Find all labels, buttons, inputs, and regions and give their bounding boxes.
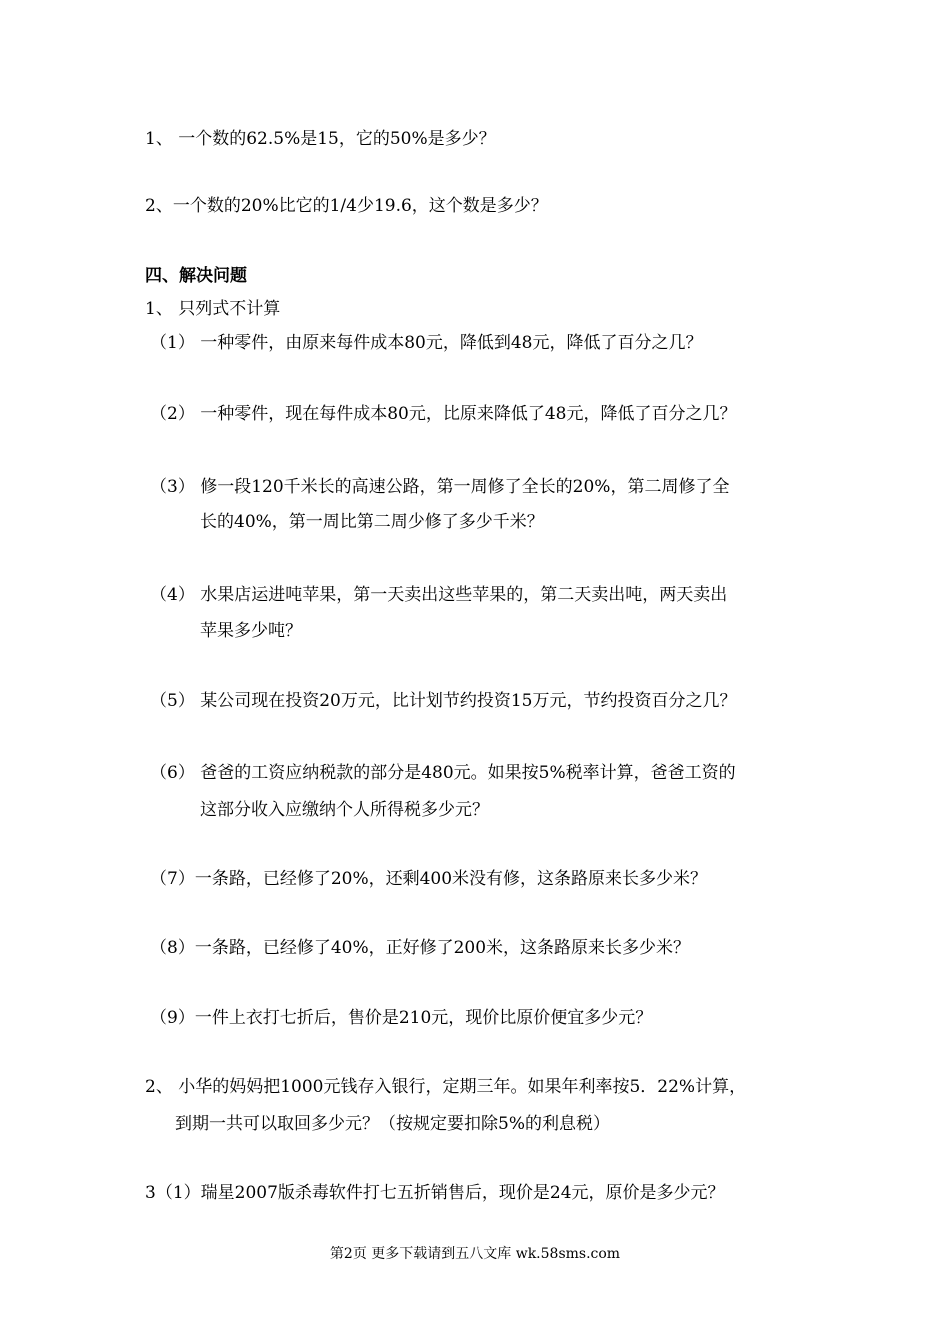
page-footer: 第2页 更多下载请到五八文库 wk.58sms.com <box>329 1246 621 1262</box>
section-heading: 四、解决问题 <box>145 266 247 286</box>
item-5-line-1: （5） 某公司现在投资20万元，比计划节约投资15万元，节约投资百分之几？ <box>150 691 737 711</box>
item-9-line-1: （9）一件上衣打七折后，售价是210元，现价比原价便宜多少元？ <box>150 1008 653 1028</box>
problem-3-2: 2、一个数的20%比它的1/4少19.6，这个数是多少？ <box>145 196 548 216</box>
item-4-line-1: （4） 水果店运进吨苹果，第一天卖出这些苹果的，第二天卖出吨，两天卖出 <box>150 585 728 605</box>
item-1-line-1: （1） 一种零件，由原来每件成本80元，降低到48元，降低了百分之几？ <box>150 333 703 353</box>
item-3-line-2: 长的40%，第一周比第二周少修了多少千米？ <box>200 512 544 532</box>
item-8-line-1: （8）一条路，已经修了40%，正好修了200米，这条路原来长多少米？ <box>150 938 691 958</box>
problem-4-3-1: 3（1）瑞星2007版杀毒软件打七五折销售后，现价是24元，原价是多少元？ <box>145 1183 725 1203</box>
item-2-line-1: （2） 一种零件，现在每件成本80元，比原来降低了48元，降低了百分之几？ <box>150 404 737 424</box>
item-7-line-1: （7）一条路，已经修了20%，还剩400米没有修，这条路原来长多少米？ <box>150 869 708 889</box>
item-4-line-2: 苹果多少吨？ <box>200 621 302 641</box>
item-3-line-1: （3） 修一段120千米长的高速公路，第一周修了全长的20%，第二周修了全 <box>150 477 730 497</box>
problem-4-2-line-1: 2、 小华的妈妈把1000元钱存入银行，定期三年。如果年利率按5．22%计算， <box>145 1077 747 1097</box>
problem-4-2-line-2: 到期一共可以取回多少元？（按规定要扣除5%的利息税） <box>175 1114 610 1134</box>
sub-title-1: 1、 只列式不计算 <box>145 299 281 319</box>
item-6-line-1: （6） 爸爸的工资应纳税款的部分是480元。如果按5%税率计算，爸爸工资的 <box>150 763 736 783</box>
item-6-line-2: 这部分收入应缴纳个人所得税多少元？ <box>200 800 489 820</box>
problem-3-1: 1、 一个数的62.5%是15，它的50%是多少？ <box>145 129 496 149</box>
